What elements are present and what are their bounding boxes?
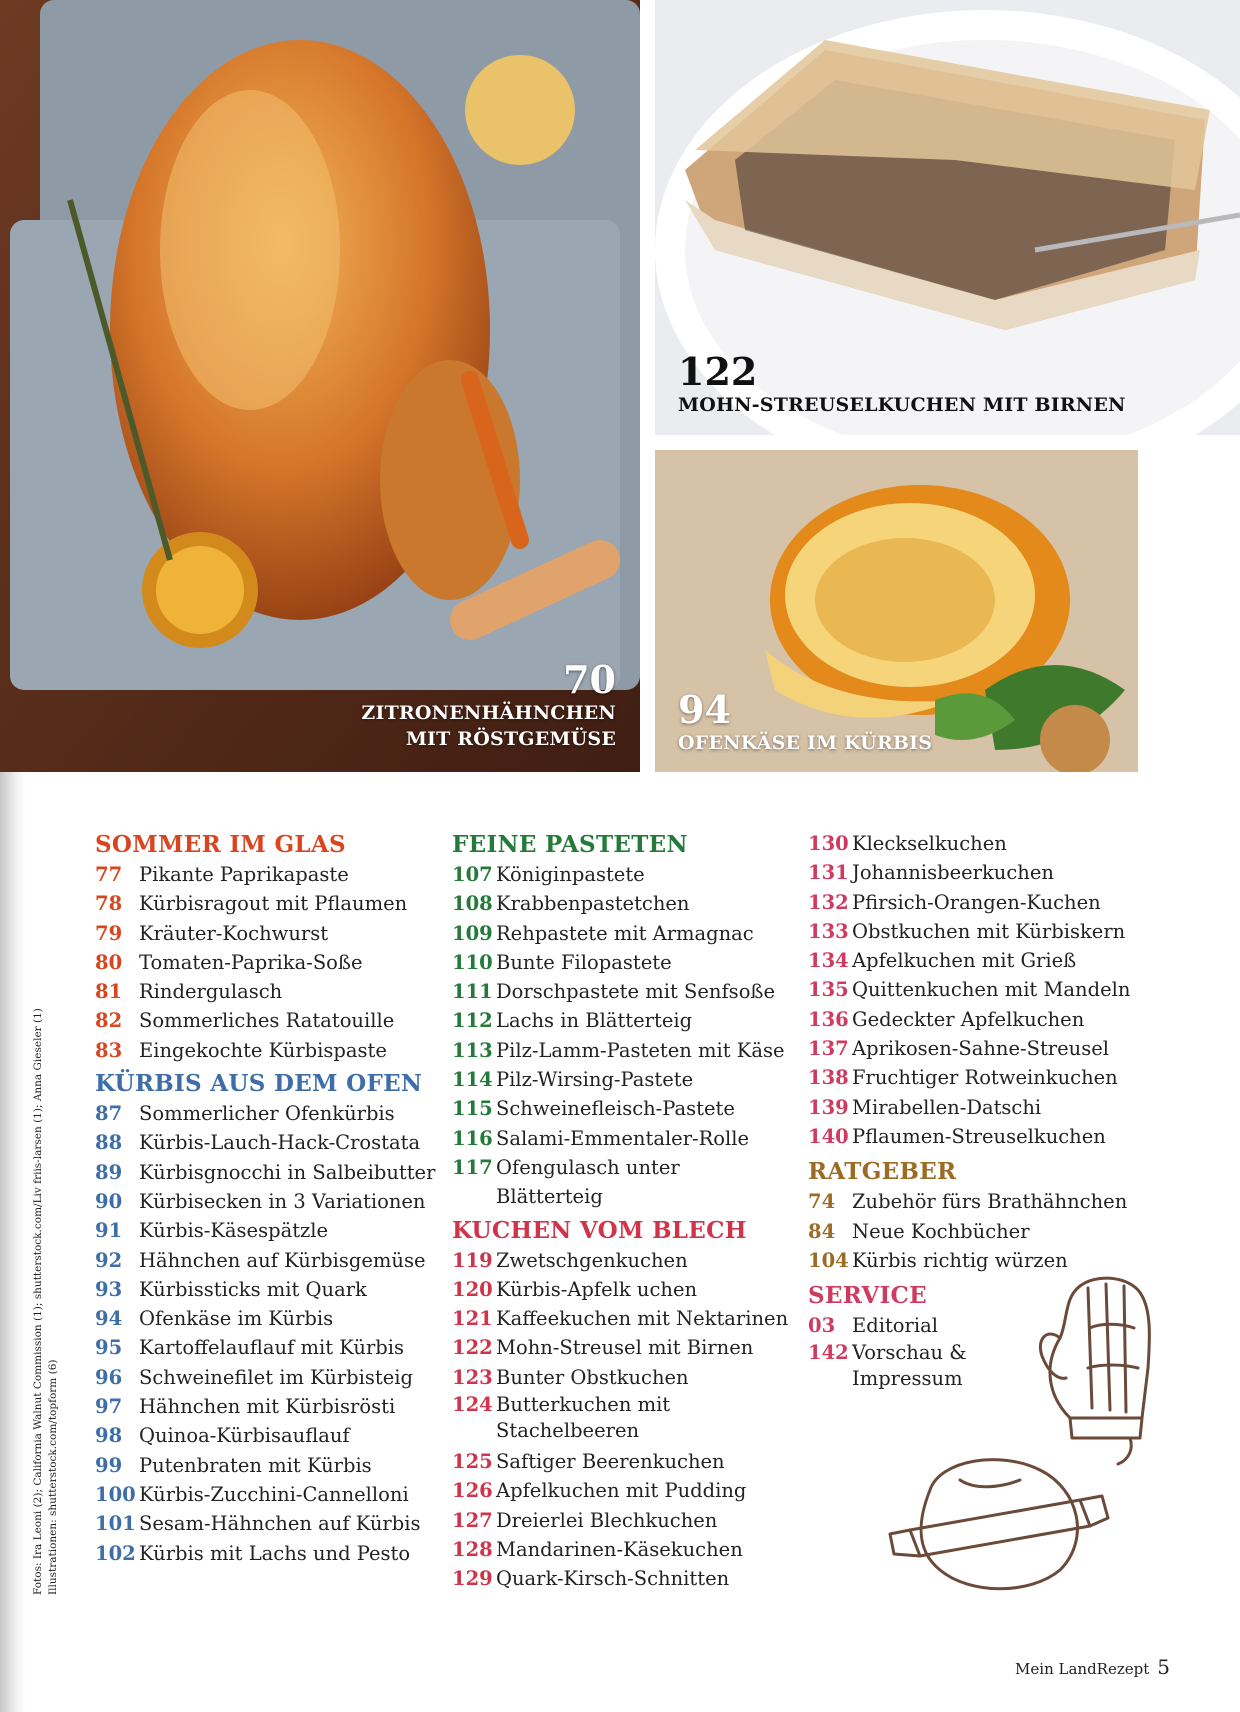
toc-entry[interactable] <box>452 1363 792 1392</box>
entry-page-number: 78 <box>95 892 123 916</box>
entry-page-number: 138 <box>808 1066 849 1090</box>
section-title-ratgeber: RATGEBER <box>808 1158 957 1186</box>
entry-page-number: 129 <box>452 1567 493 1591</box>
entry-page-number: 125 <box>452 1450 493 1474</box>
entry-page-number: 127 <box>452 1508 493 1532</box>
entry-title: Ofengulasch unter Blätterteig <box>496 1155 680 1209</box>
pumpkin-caption-text: OFENKÄSE IM KÜRBIS <box>678 732 933 754</box>
toc-entry[interactable] <box>95 1128 445 1157</box>
entry-title: Bunter Obstkuchen <box>496 1365 689 1389</box>
toc-entry[interactable] <box>452 1564 792 1593</box>
toc-entry[interactable] <box>452 1333 792 1362</box>
entry-title: Kürbis-Apfelk uchen <box>496 1277 698 1301</box>
entry-page-number: 81 <box>95 980 123 1004</box>
chicken-caption-line2: MIT RÖSTGEMÜSE <box>405 728 616 750</box>
entry-title: Putenbraten mit Kürbis <box>139 1453 372 1477</box>
toc-entry[interactable] <box>95 1392 445 1421</box>
entry-title: Mandarinen-Käsekuchen <box>496 1537 743 1561</box>
toc-entry[interactable] <box>95 948 445 977</box>
toc-entry[interactable] <box>95 860 445 889</box>
entry-page-number: 90 <box>95 1189 123 1213</box>
toc-entry[interactable] <box>452 977 792 1006</box>
chicken-caption-line1: ZITRONENHÄHNCHEN <box>361 702 616 724</box>
entry-title: Gedeckter Apfelkuchen <box>852 1007 1085 1031</box>
toc-entry[interactable] <box>808 917 1138 946</box>
entry-title: Schweinefleisch-Pastete <box>496 1097 735 1121</box>
toc-entry[interactable] <box>808 829 1138 858</box>
entry-page-number: 128 <box>452 1537 493 1561</box>
entry-page-number: 132 <box>808 890 849 914</box>
toc-entry[interactable] <box>452 1036 792 1065</box>
entry-page-number: 123 <box>452 1365 493 1389</box>
pumpkin-caption <box>678 687 933 756</box>
toc-entry[interactable] <box>452 860 792 889</box>
entry-page-number: 97 <box>95 1395 123 1419</box>
entry-title: Apfelkuchen mit Pudding <box>496 1479 747 1503</box>
toc-entry[interactable] <box>452 1392 792 1444</box>
photo-credits-line1: Fotos: Ira Leoni (2); California Walnut Commission (1); shutterstock.com/Liv friis-larsen (1); Anna Gieseler (1) <box>32 1008 44 1595</box>
entry-title: Kürbissticks mit Quark <box>139 1277 367 1301</box>
section-title-kuerbis-aus-dem-ofen: KÜRBIS AUS DEM OFEN <box>95 1070 423 1098</box>
entry-title: Kürbis richtig würzen <box>852 1248 1068 1272</box>
toc-entry[interactable] <box>452 948 792 977</box>
entry-title: Vorschau & Impressum <box>852 1341 967 1391</box>
toc-entry[interactable] <box>452 1447 792 1476</box>
entry-page-number: 117 <box>452 1155 493 1179</box>
magazine-name: Mein LandRezept <box>1015 1660 1150 1678</box>
entry-page-number: 112 <box>452 1009 493 1033</box>
entry-page-number: 03 <box>808 1314 836 1338</box>
toc-entry[interactable] <box>95 1451 445 1480</box>
entry-page-number: 84 <box>808 1219 836 1243</box>
dough-rolling-pin-icon <box>880 1450 1120 1600</box>
entry-title: Bunte Filopastete <box>496 950 672 974</box>
entry-title: Obstkuchen mit Kürbiskern <box>852 919 1126 943</box>
entry-title: Kürbis mit Lachs und Pesto <box>139 1541 411 1565</box>
entry-title: Eingekochte Kürbispaste <box>139 1038 387 1062</box>
page-gutter-shadow <box>0 772 26 1712</box>
entry-page-number: 89 <box>95 1160 123 1184</box>
section-title-kuchen-vom-blech: KUCHEN VOM BLECH <box>452 1216 747 1244</box>
entry-page-number: 110 <box>452 950 493 974</box>
toc-entry[interactable] <box>95 1246 445 1275</box>
entry-title: Kürbisragout mit Pflaumen <box>139 892 408 916</box>
entry-page-number: 133 <box>808 919 849 943</box>
entry-title: Sommerlicher Ofenkürbis <box>139 1102 395 1126</box>
oven-mitt-icon <box>1030 1268 1180 1468</box>
entry-page-number: 87 <box>95 1102 123 1126</box>
chicken-page-number: 70 <box>563 657 616 702</box>
toc-entry[interactable] <box>95 1539 445 1568</box>
entry-title: Pilz-Wirsing-Pastete <box>496 1068 694 1092</box>
entry-title: Kaffeekuchen mit Nektarinen <box>496 1307 789 1331</box>
entry-page-number: 109 <box>452 921 493 945</box>
toc-entry[interactable] <box>95 1509 445 1538</box>
toc-entry[interactable] <box>452 1275 792 1304</box>
toc-entry[interactable] <box>452 1304 792 1333</box>
entry-title: Kartoffelauflauf mit Kürbis <box>139 1336 405 1360</box>
toc-entry[interactable] <box>95 1421 445 1450</box>
toc-entry[interactable] <box>452 1506 792 1535</box>
entry-title: Königinpastete <box>496 863 645 886</box>
entry-page-number: 80 <box>95 950 123 974</box>
entry-page-number: 113 <box>452 1038 493 1062</box>
entry-page-number: 104 <box>808 1248 849 1272</box>
toc-entry[interactable] <box>95 889 445 918</box>
toc-entry[interactable] <box>95 1036 445 1065</box>
entry-title: Neue Kochbücher <box>852 1219 1030 1243</box>
toc-entry[interactable] <box>95 977 445 1006</box>
pumpkin-page-number: 94 <box>678 687 731 732</box>
entry-page-number: 135 <box>808 978 849 1002</box>
entry-title: Fruchtiger Rotweinkuchen <box>852 1066 1118 1090</box>
entry-title: Quark-Kirsch-Schnitten <box>496 1567 730 1591</box>
toc-entry[interactable] <box>95 919 445 948</box>
entry-page-number: 122 <box>452 1336 493 1360</box>
entry-page-number: 136 <box>808 1007 849 1031</box>
entry-page-number: 126 <box>452 1479 493 1503</box>
toc-entry[interactable] <box>95 1304 445 1333</box>
entry-title: Rindergulasch <box>139 980 283 1004</box>
entry-title: Tomaten-Paprika-Soße <box>139 950 363 974</box>
entry-title: Zwetschgenkuchen <box>496 1248 688 1272</box>
toc-entry[interactable] <box>95 1006 445 1035</box>
roast-chicken-photo <box>0 0 640 772</box>
toc-entry[interactable] <box>452 1246 792 1275</box>
toc-entry[interactable] <box>808 1122 1138 1151</box>
entry-page-number: 93 <box>95 1277 123 1301</box>
toc-entry[interactable] <box>808 1093 1138 1122</box>
toc-entry[interactable] <box>95 1333 445 1362</box>
toc-entry[interactable] <box>808 1005 1138 1034</box>
cake-caption <box>678 349 1126 418</box>
entry-title: Pikante Paprikapaste <box>139 863 349 886</box>
toc-entry[interactable] <box>808 975 1138 1004</box>
entry-title: Kürbis-Zucchini-Cannelloni <box>139 1482 409 1506</box>
entry-page-number: 124 <box>452 1393 493 1417</box>
entry-page-number: 77 <box>95 863 123 886</box>
entry-title: Kürbis-Lauch-Hack-Crostata <box>139 1131 421 1155</box>
entry-title: Kleckselkuchen <box>852 832 1007 855</box>
entry-page-number: 91 <box>95 1219 123 1243</box>
photo-credits <box>31 935 77 1595</box>
entry-title: Kräuter-Kochwurst <box>139 921 329 945</box>
entry-page-number: 107 <box>452 863 493 886</box>
entry-page-number: 96 <box>95 1365 123 1389</box>
entry-title: Lachs in Blätterteig <box>496 1009 693 1033</box>
entry-title: Zubehör fürs Brathähnchen <box>852 1190 1128 1214</box>
entry-title: Sommerliches Ratatouille <box>139 1009 395 1033</box>
entry-page-number: 121 <box>452 1307 493 1331</box>
entry-title: Mohn-Streusel mit Birnen <box>496 1336 754 1360</box>
toc-entry[interactable] <box>95 1216 445 1245</box>
entry-title: Krabbenpastetchen <box>496 892 690 916</box>
entry-page-number: 130 <box>808 832 849 855</box>
cake-page-number: 122 <box>678 349 758 394</box>
entry-title: Aprikosen-Sahne-Streusel <box>852 1037 1110 1061</box>
toc-entry[interactable] <box>452 1094 792 1123</box>
toc-entry[interactable] <box>95 1187 445 1216</box>
cake-caption-text: MOHN-STREUSELKUCHEN MIT BIRNEN <box>678 394 1126 416</box>
entry-page-number: 131 <box>808 861 849 885</box>
entry-title: Quittenkuchen mit Mandeln <box>852 978 1131 1002</box>
toc-entry[interactable] <box>95 1275 445 1304</box>
section-title-service: SERVICE <box>808 1282 927 1310</box>
toc-entry[interactable] <box>808 888 1138 917</box>
entry-page-number: 119 <box>452 1248 493 1272</box>
entry-page-number: 95 <box>95 1336 123 1360</box>
entry-page-number: 108 <box>452 892 493 916</box>
toc-entry[interactable] <box>452 1006 792 1035</box>
entry-page-number: 83 <box>95 1038 123 1062</box>
toc-entry[interactable] <box>95 1158 445 1187</box>
entry-title: Sesam-Hähnchen auf Kürbis <box>139 1512 421 1536</box>
entry-page-number: 142 <box>808 1341 849 1365</box>
photo-credits-line2: Illustrationen: shutterstock.com/topform (6) <box>47 1359 59 1595</box>
entry-page-number: 99 <box>95 1453 123 1477</box>
entry-title: Kürbisecken in 3 Variationen <box>139 1189 426 1213</box>
entry-title: Pflaumen-Streuselkuchen <box>852 1124 1106 1148</box>
entry-page-number: 115 <box>452 1097 493 1121</box>
toc-entry[interactable] <box>452 1535 792 1564</box>
entry-page-number: 94 <box>95 1307 123 1331</box>
entry-title: Quinoa-Kürbisauflauf <box>139 1424 350 1448</box>
toc-entry[interactable] <box>808 1217 1138 1246</box>
entry-page-number: 114 <box>452 1068 493 1092</box>
entry-title: Hähnchen mit Kürbisrösti <box>139 1395 396 1419</box>
entry-page-number: 134 <box>808 949 849 973</box>
entry-title: Apfelkuchen mit Grieß <box>852 949 1077 973</box>
entry-page-number: 137 <box>808 1037 849 1061</box>
entry-title: Mirabellen-Datschi <box>852 1095 1042 1119</box>
entry-title: Kürbisgnocchi in Salbeibutter <box>139 1160 436 1184</box>
toc-entry[interactable] <box>95 1363 445 1392</box>
entry-title: Salami-Emmentaler-Rolle <box>496 1126 750 1150</box>
toc-entry[interactable] <box>452 1124 792 1153</box>
entry-page-number: 120 <box>452 1277 493 1301</box>
entry-page-number: 88 <box>95 1131 123 1155</box>
entry-title: Dreierlei Blechkuchen <box>496 1508 718 1532</box>
entry-title: Ofenkäse im Kürbis <box>139 1307 334 1331</box>
toc-column-2 <box>452 830 792 1594</box>
entry-title: Butterkuchen mit Stachelbeeren <box>496 1393 671 1443</box>
entry-title: Schweinefilet im Kürbisteig <box>139 1365 413 1389</box>
toc-entry[interactable] <box>808 1034 1138 1063</box>
entry-page-number: 140 <box>808 1124 849 1148</box>
section-title-feine-pasteten: FEINE PASTETEN <box>452 831 688 858</box>
entry-title: Dorschpastete mit Senfsoße <box>496 980 775 1004</box>
entry-title: Rehpastete mit Armagnac <box>496 921 754 945</box>
page-footer <box>1015 1655 1170 1679</box>
entry-page-number: 98 <box>95 1424 123 1448</box>
entry-page-number: 101 <box>95 1512 136 1536</box>
page-number: 5 <box>1157 1655 1170 1679</box>
entry-title: Pfirsich-Orangen-Kuchen <box>852 890 1101 914</box>
entry-title: Saftiger Beerenkuchen <box>496 1450 725 1474</box>
toc-entry[interactable] <box>452 1065 792 1094</box>
toc-entry[interactable] <box>452 919 792 948</box>
toc-entry[interactable] <box>452 889 792 918</box>
toc-column-1 <box>95 830 445 1568</box>
entry-title: Hähnchen auf Kürbisgemüse <box>139 1248 426 1272</box>
toc-entry[interactable] <box>95 1099 445 1128</box>
chicken-caption <box>361 657 616 752</box>
entry-title: Johannisbeerkuchen <box>852 861 1054 885</box>
entry-title: Editorial <box>852 1314 938 1338</box>
toc-entry[interactable] <box>808 946 1138 975</box>
toc-entry[interactable] <box>95 1480 445 1509</box>
toc-entry[interactable] <box>452 1476 792 1505</box>
entry-page-number: 82 <box>95 1009 123 1033</box>
toc-entry[interactable] <box>808 1187 1138 1216</box>
entry-page-number: 139 <box>808 1095 849 1119</box>
entry-page-number: 111 <box>452 980 493 1004</box>
entry-page-number: 92 <box>95 1248 123 1272</box>
toc-entry[interactable] <box>452 1153 792 1212</box>
entry-page-number: 116 <box>452 1126 493 1150</box>
entry-page-number: 74 <box>808 1190 836 1214</box>
entry-page-number: 79 <box>95 921 123 945</box>
toc-entry[interactable] <box>808 858 1138 887</box>
entry-title: Kürbis-Käsespätzle <box>139 1219 329 1243</box>
toc-entry[interactable] <box>808 1063 1138 1092</box>
entry-page-number: 100 <box>95 1482 136 1506</box>
entry-title: Pilz-Lamm-Pasteten mit Käse <box>496 1038 785 1062</box>
section-title-sommer-im-glas: SOMMER IM GLAS <box>95 831 346 858</box>
entry-page-number: 102 <box>95 1541 136 1565</box>
